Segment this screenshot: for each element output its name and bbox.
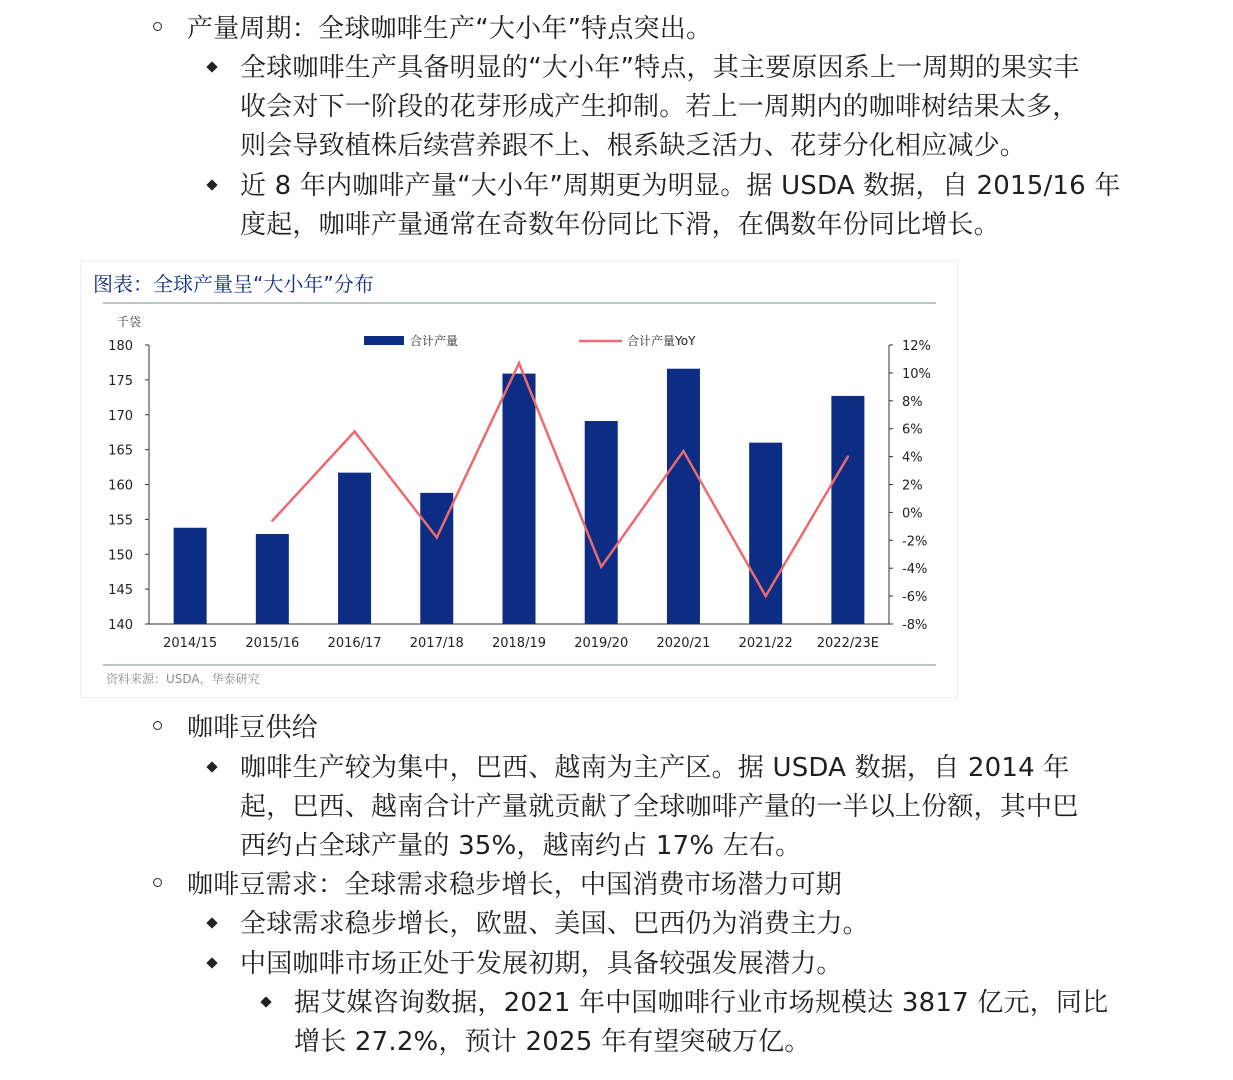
y2-tick-label: -6% <box>902 590 928 606</box>
bar <box>667 369 700 624</box>
y-tick-label: 165 <box>108 443 133 459</box>
paragraph-line: 中国咖啡市场正处于发展初期，具备较强发展潜力。 <box>240 949 843 979</box>
paragraph-line: 全球咖啡生产具备明显的“大小年”特点，其主要原因系上一周期的果实丰 <box>240 53 1080 83</box>
paragraph-line: 近 8 年内咖啡产量“大小年”周期更为明显。据 USDA 数据，自 2015/16 年 <box>240 171 1121 201</box>
x-tick-label: 2014/15 <box>163 636 218 651</box>
paragraph-line: 西约占全球产量的 35%，越南约占 17% 左右。 <box>240 831 802 861</box>
y-tick-label: 155 <box>108 513 133 529</box>
y2-tick-label: 12% <box>902 339 931 354</box>
yoy-point <box>436 536 438 538</box>
y2-tick-label: 2% <box>902 478 923 494</box>
y2-tick-label: -4% <box>902 562 928 578</box>
paragraph-line: 收会对下一阶段的花芽形成产生抑制。若上一周期内的咖啡树结果太多， <box>240 92 1079 122</box>
chart-svg <box>81 261 957 697</box>
chart-caption: 图表：全球产量呈“大小年”分布 <box>93 272 374 296</box>
yoy-point <box>682 450 684 452</box>
x-tick-label: 2016/17 <box>327 636 382 651</box>
x-tick-label: 2022/23E <box>816 636 880 651</box>
y-tick-label: 160 <box>108 478 133 494</box>
y-tick-label: 150 <box>108 548 133 564</box>
chart-plot-area <box>108 333 931 651</box>
yoy-point <box>600 566 602 568</box>
paragraph-line: 则会导致植株后续营养跟不上、根系缺乏活力、花芽分化相应减少。 <box>240 131 1027 161</box>
circle-bullet-icon <box>153 878 162 887</box>
y-tick-label: 170 <box>108 408 133 424</box>
x-tick-label: 2018/19 <box>491 636 547 651</box>
yoy-point <box>271 520 273 522</box>
chart-figure <box>80 260 958 698</box>
section-heading-production-cycle: 产量周期：全球咖啡生产“大小年”特点突出。 <box>187 14 713 44</box>
x-tick-label: 2017/18 <box>409 636 464 651</box>
legend-label-bar: 合计产量 <box>410 334 459 348</box>
yoy-point <box>518 362 520 364</box>
y-tick-label: 145 <box>108 583 133 599</box>
bar <box>338 473 371 624</box>
diamond-bullet-icon <box>206 917 217 928</box>
paragraph-line: 据艾媒咨询数据，2021 年中国咖啡行业市场规模达 3817 亿元，同比 <box>294 988 1109 1018</box>
y-tick-label: 140 <box>108 618 133 633</box>
bar <box>256 534 289 624</box>
legend-swatch-bar <box>364 336 404 345</box>
paragraph-line: 起，巴西、越南合计产量就贡献了全球咖啡产量的一半以上份额，其中巴 <box>240 792 1079 822</box>
y2-tick-label: -2% <box>902 534 928 550</box>
y2-tick-label: -8% <box>902 618 928 633</box>
x-tick-label: 2019/20 <box>574 636 629 651</box>
diamond-bullet-icon <box>206 957 217 968</box>
y2-tick-label: 10% <box>902 366 931 382</box>
paragraph-line: 度起，咖啡产量通常在奇数年份同比下滑，在偶数年份同比增长。 <box>240 210 1000 240</box>
x-tick-label: 2021/22 <box>738 636 793 651</box>
diamond-bullet-icon <box>206 761 217 772</box>
yoy-point <box>847 455 849 457</box>
y-tick-label: 180 <box>108 339 133 354</box>
y2-tick-label: 8% <box>902 394 923 410</box>
circle-bullet-icon <box>153 22 162 31</box>
section-heading-supply: 咖啡豆供给 <box>187 713 319 743</box>
y2-tick-label: 0% <box>902 506 923 522</box>
y2-tick-label: 4% <box>902 450 923 466</box>
legend-label-line: 合计产量YoY <box>627 334 696 348</box>
y-axis-unit-label: 千袋 <box>117 315 142 329</box>
x-tick-label: 2020/21 <box>656 636 711 651</box>
y2-tick-label: 6% <box>902 422 923 438</box>
paragraph-line: 全球需求稳步增长，欧盟、美国、巴西仍为消费主力。 <box>240 909 869 939</box>
paragraph-line: 增长 27.2%，预计 2025 年有望突破万亿。 <box>294 1027 811 1057</box>
x-tick-label: 2015/16 <box>245 636 300 651</box>
bar <box>585 421 618 624</box>
bar <box>503 374 536 624</box>
diamond-bullet-icon <box>206 179 217 190</box>
yoy-point <box>353 430 355 432</box>
bar <box>174 528 207 624</box>
diamond-bullet-icon <box>260 996 271 1007</box>
section-heading-demand: 咖啡豆需求：全球需求稳步增长，中国消费市场潜力可期 <box>187 870 843 900</box>
y-tick-label: 175 <box>108 373 133 389</box>
diamond-bullet-icon <box>206 61 217 72</box>
circle-bullet-icon <box>153 721 162 730</box>
yoy-point <box>764 595 766 597</box>
paragraph-line: 咖啡生产较为集中，巴西、越南为主产区。据 USDA 数据，自 2014 年 <box>240 753 1070 783</box>
chart-source: 资料来源：USDA，华泰研究 <box>106 672 260 686</box>
bar <box>831 396 864 624</box>
